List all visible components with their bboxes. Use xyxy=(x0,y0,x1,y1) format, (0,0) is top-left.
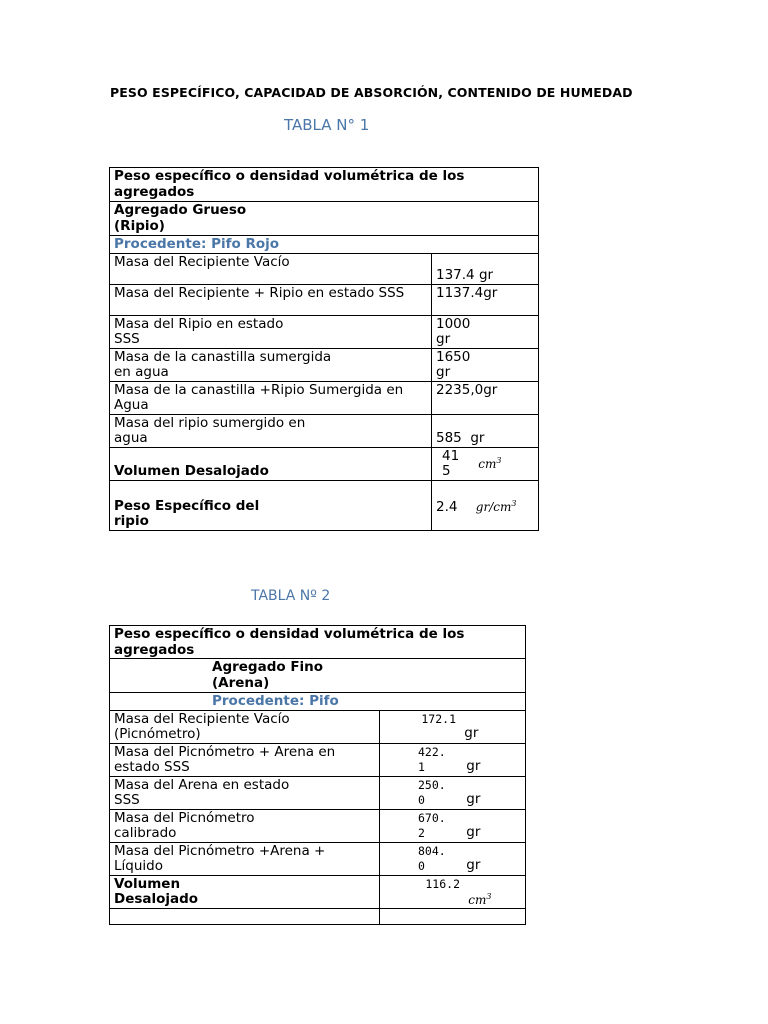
row-unit: gr xyxy=(466,823,481,840)
density-unit: $gr/cm^3$ xyxy=(475,498,517,514)
table-row-label: Masa del Ripio en estado SSS xyxy=(110,315,432,348)
table-row-value: 585 gr xyxy=(432,414,539,447)
table-row-label: Masa de la canastilla +Ripio Sumergida en Agua xyxy=(110,381,432,414)
tabla-1-aggregate xyxy=(110,202,539,236)
row-value: 422.1 xyxy=(418,744,446,774)
tabla-1-title: TABLA N° 1 xyxy=(284,116,370,134)
table-row-value xyxy=(380,776,526,809)
row-unit: gr xyxy=(466,856,481,873)
table-row-value: 137.4 gr xyxy=(432,253,539,284)
row-value: 670.2 xyxy=(418,810,446,840)
row-value: 172.1 xyxy=(421,711,456,726)
tabla-2-header: Peso específico o densidad volumétrica de los agregados xyxy=(110,626,526,659)
row-unit: gr xyxy=(464,724,479,741)
tabla-1-aggregate-sub: (Ripio) xyxy=(114,217,165,234)
table-row-value: 1137.4gr xyxy=(432,284,539,315)
tabla-1 xyxy=(109,167,539,531)
table-row-label: Volumen Desalojado xyxy=(110,875,380,908)
table-row-value: 1000 gr xyxy=(432,315,539,348)
table-row-value xyxy=(380,710,526,743)
table-row-value xyxy=(380,842,526,875)
tabla-2-aggregate-sub: (Arena) xyxy=(212,674,270,691)
table-row-value: 1650 gr xyxy=(432,348,539,381)
table-row-label: Masa del Recipiente + Ripio en estado SSS xyxy=(110,284,432,315)
table-row-label: Masa del Picnómetro + Arena en estado SSS xyxy=(110,743,380,776)
tabla-1-aggregate-name: Agregado Grueso xyxy=(114,202,247,218)
table-row-label: Masa del Recipiente Vacío (Picnómetro) xyxy=(110,710,380,743)
table-row-value xyxy=(380,875,526,908)
table-row-label: Masa del Picnómetro calibrado xyxy=(110,809,380,842)
row-unit: gr xyxy=(466,790,481,807)
volume-unit: $cm^3$ xyxy=(478,455,502,471)
volume-value: 415 xyxy=(442,447,460,479)
table-row-label: Masa del Arena en estado SSS xyxy=(110,776,380,809)
row-value: 250.0 xyxy=(418,777,446,807)
tabla-1-header: Peso específico o densidad volumétrica de los agregados xyxy=(110,168,539,202)
table-row-label: Masa del Recipiente Vacío xyxy=(110,253,432,284)
document-title: PESO ESPECÍFICO, CAPACIDAD DE ABSORCIÓN, CONTENIDO DE HUMEDAD xyxy=(110,85,633,100)
tabla-2-aggregate xyxy=(110,659,526,693)
row-value: 804.0 xyxy=(418,843,446,873)
table-row-label: Masa de la canastilla sumergida en agua xyxy=(110,348,432,381)
density-value: 2.4 xyxy=(436,498,458,515)
tabla-2-title: TABLA Nº 2 xyxy=(251,588,331,604)
table-row-value xyxy=(380,908,526,924)
table-row-label: Masa del Picnómetro +Arena + Líquido xyxy=(110,842,380,875)
table-row-label: Masa del ripio sumergido en agua xyxy=(110,414,432,447)
tabla-1-procedence: Procedente: Pifo Rojo xyxy=(110,236,539,254)
table-row-label: Volumen Desalojado xyxy=(110,447,432,480)
row-unit: gr xyxy=(466,757,481,774)
table-row-value xyxy=(380,743,526,776)
table-row-value xyxy=(432,447,539,480)
tabla-2 xyxy=(109,625,526,925)
tabla-2-procedence: Procedente: Pifo xyxy=(110,693,526,711)
row-value: 116.2 xyxy=(425,876,460,891)
table-row-value xyxy=(380,809,526,842)
table-row-value: 2235,0gr xyxy=(432,381,539,414)
row-unit: $cm^3$ xyxy=(468,891,492,907)
table-row-value xyxy=(432,480,539,530)
table-row-label: Peso Específico del ripio xyxy=(110,480,432,530)
tabla-2-aggregate-name: Agregado Fino xyxy=(212,659,324,675)
table-row-label xyxy=(110,908,380,924)
